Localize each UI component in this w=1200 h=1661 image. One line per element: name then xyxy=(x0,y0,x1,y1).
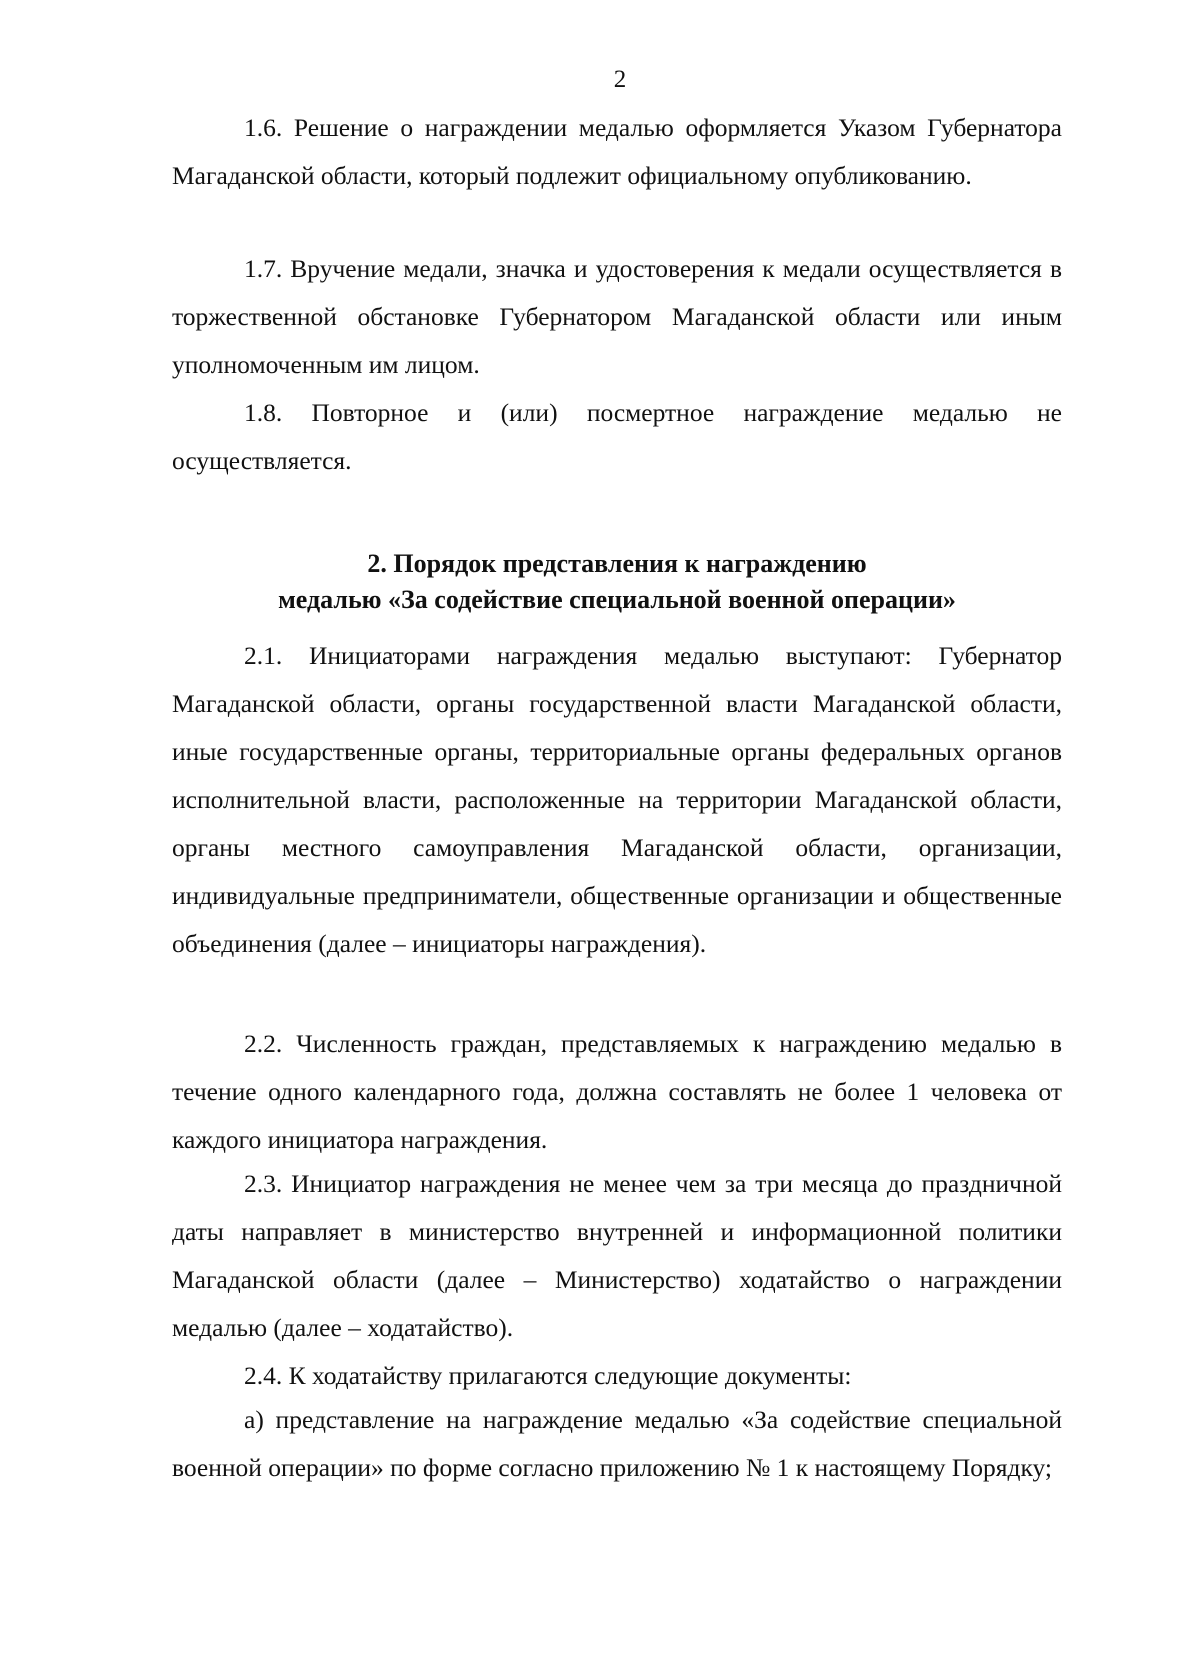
paragraph-2-4-a xyxy=(172,1396,1062,1492)
paragraph-text: 1.8. Повторное и (или) посмертное награждение медалью не осуществляется. xyxy=(172,398,1062,475)
paragraph-text: 1.7. Вручение медали, значка и удостоверения к медали осуществляется в торжественной обстановке Губернатором Магаданской области или иным уполномоченным им лицом. xyxy=(172,254,1062,379)
paragraph-text: 2.2. Численность граждан, представляемых к награждению медалью в течение одного календарного года, должна составлять не более 1 человека от каждого инициатора награждения. xyxy=(172,1029,1062,1154)
paragraph-1-6 xyxy=(172,104,1062,200)
paragraph-2-4 xyxy=(172,1352,1062,1400)
paragraph-text: а) представление на награждение медалью «За содействие специальной военной операции» по форме согласно приложению № 1 к настоящему Порядку; xyxy=(172,1405,1062,1482)
section-heading-line-2: медалью «За содействие специальной военной операции» xyxy=(278,585,956,614)
paragraph-2-3 xyxy=(172,1160,1062,1352)
paragraph-text: 2.4. К ходатайству прилагаются следующие документы: xyxy=(244,1361,852,1390)
paragraph-2-2 xyxy=(172,1020,1062,1164)
paragraph-text: 2.3. Инициатор награждения не менее чем за три месяца до праздничной даты направляет в министерство внутренней и информационной политики Магаданской области (далее – Министерство) ходатайство о награждении медалью (далее – ходатайство). xyxy=(172,1169,1062,1342)
section-heading-line-1: 2. Порядок представления к награждению xyxy=(367,549,867,578)
paragraph-2-1 xyxy=(172,632,1062,968)
paragraph-1-8 xyxy=(172,389,1062,485)
section-heading xyxy=(172,546,1062,618)
page-number: 2 xyxy=(613,66,627,93)
paragraph-text: 1.6. Решение о награждении медалью оформляется Указом Губернатора Магаданской области, который подлежит официальному опубликованию. xyxy=(172,113,1062,190)
paragraph-1-7 xyxy=(172,245,1062,389)
paragraph-text: 2.1. Инициаторами награждения медалью выступают: Губернатор Магаданской области, органы государственной власти Магаданской области, иные государственные органы, территориальные органы федеральных органов исполнительной власти, расположенные на территории Магаданской области, органы местного самоуправления Магаданской области, организации, индивидуальные предприниматели, общественные организации и общественные объединения (далее – инициаторы награждения). xyxy=(172,641,1062,958)
